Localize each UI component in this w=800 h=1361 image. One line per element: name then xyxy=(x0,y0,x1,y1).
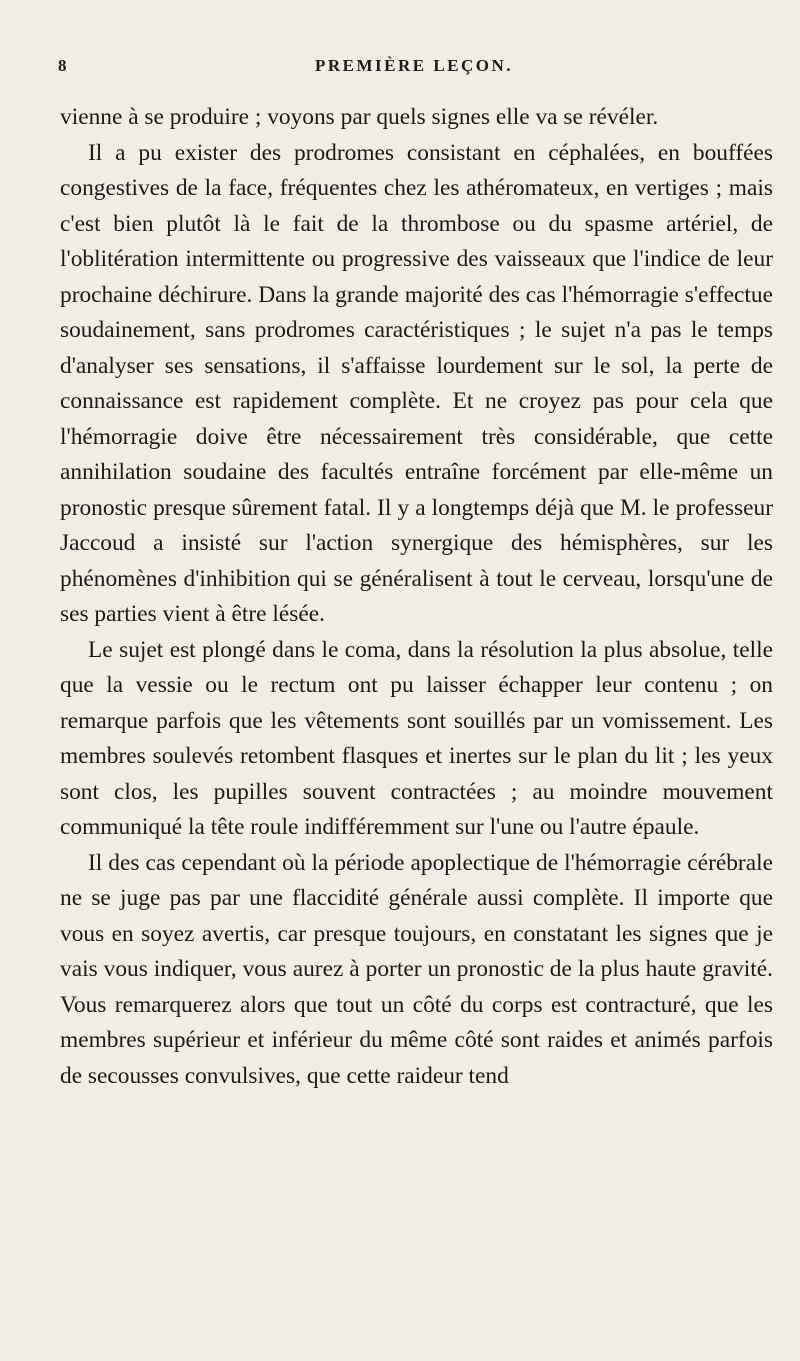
body-text xyxy=(60,100,773,1094)
paragraph-2: Il a pu exister des prodromes consistant en céphalées, en bouffées congestives de la face, fréquentes chez les athéromateux, en vertiges ; mais c'est bien plutôt là le fait de la thrombose ou du spasme artériel, de l'oblitération intermittente ou progressive des vaisseaux que l'indice de leur prochaine déchirure. Dans la grande majorité des cas l'hémorragie s'effectue soudainement, sans prodromes caractéristiques ; le sujet n'a pas le temps d'analyser ses sensations, il s'affaisse lourdement sur le sol, la perte de connaissance est rapidement complète. Et ne croyez pas pour cela que l'hémorragie doive être nécessairement très considérable, que cette annihilation soudaine des facultés entraîne forcément par elle-même un pronostic presque sûrement fatal. Il y a longtemps déjà que M. le professeur Jaccoud a insisté sur l'action synergique des hémisphères, sur les phénomènes d'inhibition qui se généralisent à tout le cerveau, lorsqu'une de ses parties vient à être lésée. xyxy=(60,139,773,627)
page-number: 8 xyxy=(58,56,67,75)
page-header xyxy=(58,56,770,86)
paragraph-4: Il des cas cependant où la période apoplectique de l'hémorragie cérébrale ne se juge pas par une flaccidité générale aussi complète. Il importe que vous en soyez avertis, car presque toujours, en constatant les signes que je vais vous indiquer, vous aurez à porter un pronostic de la plus haute gravité. Vous remarquerez alors que tout un côté du corps est contracturé, que les membres supérieur et inférieur du même côté sont raides et animés parfois de secousses convulsives, que cette raideur tend xyxy=(60,849,773,1089)
paragraph-3: Le sujet est plongé dans le coma, dans la résolution la plus absolue, telle que la vessie ou le rectum ont pu laisser échapper leur contenu ; on remarque parfois que les vêtements sont souillés par un vomissement. Les membres soulevés retombent flasques et inertes sur le plan du lit ; les yeux sont clos, les pupilles souvent contractées ; au moindre mouvement communiqué la tête roule indifféremment sur l'une ou l'autre épaule. xyxy=(60,636,773,840)
running-title: PREMIÈRE LEÇON. xyxy=(314,56,514,75)
paragraph-1: vienne à se produire ; voyons par quels signes elle va se révéler. xyxy=(60,104,659,130)
